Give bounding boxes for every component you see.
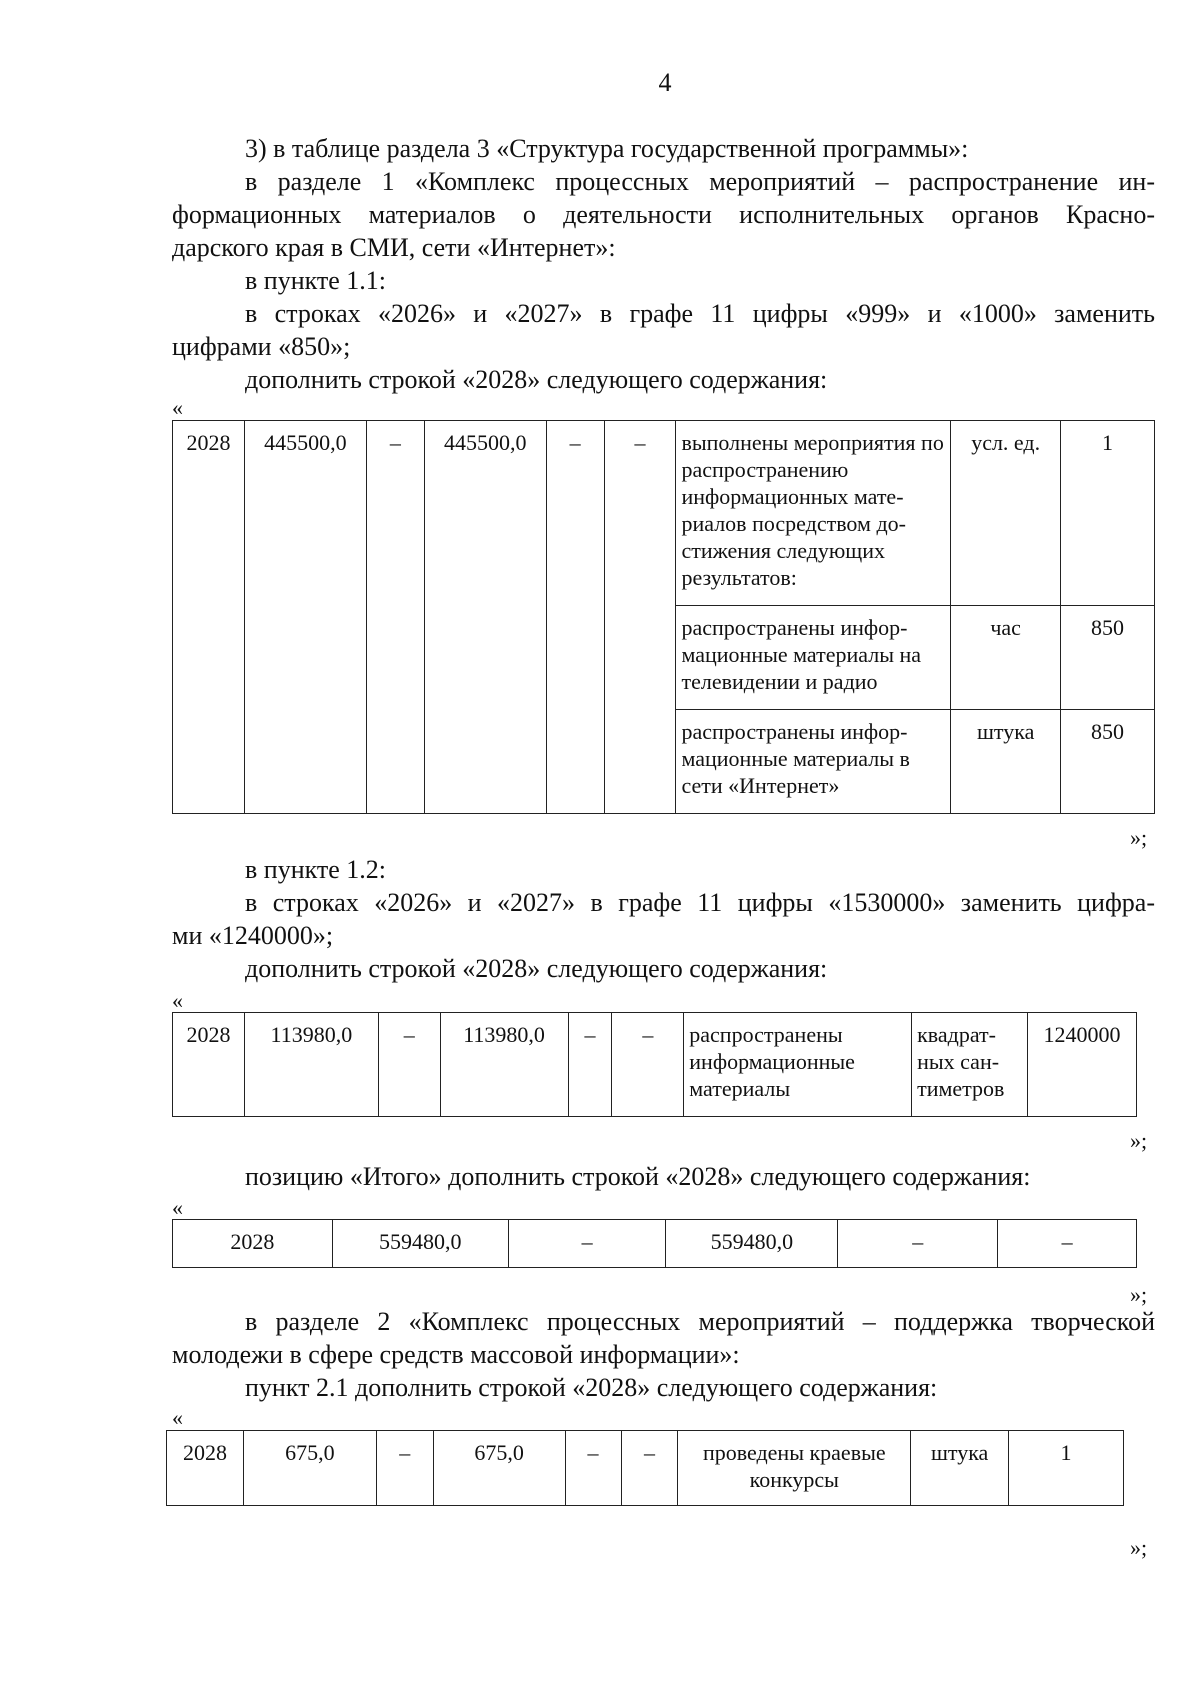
paragraph-3-intro: 3) в таблице раздела 3 «Структура государственной программы»: — [245, 134, 969, 163]
unit-cell: штука — [911, 1431, 1009, 1506]
paragraph-section1-line2: формационных материалов о деятельности исполнительных органов Красно- — [172, 200, 1155, 229]
quote-close-2: »; — [1130, 1128, 1148, 1153]
paragraph-section2-line2: молодежи в сфере средств массовой информации»: — [172, 1340, 740, 1369]
total-cell: 113980,0 — [244, 1013, 378, 1117]
total-cell: 675,0 — [243, 1431, 376, 1506]
dash-cell: – — [568, 1013, 612, 1117]
paragraph-point-2-1: пункт 2.1 дополнить строкой «2028» следующего содержания: — [245, 1373, 938, 1402]
dash-cell: – — [366, 421, 424, 814]
result-cell: проведены краевые конкурсы — [678, 1431, 911, 1506]
paragraph-replace-1-2-line1: в строках «2026» и «2027» в графе 11 цифры «1530000» заменить цифра- — [245, 888, 1155, 917]
paragraph-replace-1-1-line1: в строках «2026» и «2027» в графе 11 цифры «999» и «1000» заменить — [245, 299, 1155, 328]
amount-cell: 113980,0 — [440, 1013, 568, 1117]
dash-cell: – — [998, 1220, 1137, 1268]
paragraph-section2-line1: в разделе 2 «Комплекс процессных мероприятий – поддержка творческой — [245, 1307, 1155, 1336]
amount-cell: 675,0 — [433, 1431, 565, 1506]
dash-cell: – — [378, 1013, 440, 1117]
amount-cell: 445500,0 — [424, 421, 546, 814]
paragraph-replace-1-1-line2: цифрами «850»; — [172, 332, 351, 361]
quote-open-2: « — [172, 988, 183, 1013]
quote-close-3: »; — [1130, 1282, 1148, 1307]
quote-close-1: »; — [1130, 825, 1148, 850]
value-cell: 1 — [1009, 1431, 1124, 1506]
paragraph-add-row-2: дополнить строкой «2028» следующего содержания: — [245, 954, 828, 983]
value-cell: 850 — [1061, 606, 1155, 710]
unit-cell: квадрат-ных сан-тиметров — [912, 1013, 1028, 1117]
table-row — [167, 1431, 1124, 1506]
quote-close-4: »; — [1130, 1535, 1148, 1560]
dash-cell: – — [621, 1431, 678, 1506]
paragraph-add-row-1: дополнить строкой «2028» следующего содержания: — [245, 365, 828, 394]
table-row — [173, 1220, 1137, 1268]
total-cell: 445500,0 — [244, 421, 366, 814]
paragraph-total-add-row: позицию «Итого» дополнить строкой «2028» следующего содержания: — [245, 1162, 1031, 1191]
table-point-2-1 — [166, 1430, 1124, 1506]
page-number: 4 — [658, 68, 672, 97]
dash-cell: – — [604, 421, 676, 814]
total-cell: 559480,0 — [332, 1220, 508, 1268]
unit-cell: штука — [951, 710, 1061, 814]
dash-cell: – — [508, 1220, 666, 1268]
year-cell: 2028 — [173, 421, 245, 814]
value-cell: 1240000 — [1028, 1013, 1137, 1117]
dash-cell: – — [376, 1431, 433, 1506]
year-cell: 2028 — [173, 1220, 333, 1268]
year-cell: 2028 — [167, 1431, 244, 1506]
table-point-1-2 — [172, 1012, 1137, 1117]
value-cell: 1 — [1061, 421, 1155, 606]
result-cell: распространены инфор-мационные материалы на телевидении и радио — [676, 606, 951, 710]
paragraph-point-1-1: в пункте 1.1: — [245, 266, 387, 295]
result-cell: выполнены мероприятия по распространению информационных мате-риалов посредством до-стижения следующих результатов: — [676, 421, 951, 606]
dash-cell: – — [565, 1431, 621, 1506]
result-cell: распространены информационные материалы — [684, 1013, 912, 1117]
paragraph-replace-1-2-line2: ми «1240000»; — [172, 921, 334, 950]
quote-open-3: « — [172, 1195, 183, 1220]
value-cell: 850 — [1061, 710, 1155, 814]
dash-cell: – — [612, 1013, 684, 1117]
table-row — [173, 1013, 1137, 1117]
quote-open-4: « — [172, 1405, 183, 1430]
paragraph-point-1-2: в пункте 1.2: — [245, 855, 387, 884]
amount-cell: 559480,0 — [666, 1220, 838, 1268]
dash-cell: – — [838, 1220, 998, 1268]
table-point-1-1 — [172, 420, 1155, 814]
table-row — [173, 421, 1155, 606]
unit-cell: усл. ед. — [951, 421, 1061, 606]
year-cell: 2028 — [173, 1013, 245, 1117]
paragraph-section1-line3: дарского края в СМИ, сети «Интернет»: — [172, 233, 616, 262]
dash-cell: – — [546, 421, 604, 814]
table-total — [172, 1219, 1137, 1268]
paragraph-section1-line1: в разделе 1 «Комплекс процессных мероприятий – распространение ин- — [245, 167, 1155, 196]
result-cell: распространены инфор-мационные материалы в сети «Интернет» — [676, 710, 951, 814]
quote-open-1: « — [172, 395, 183, 420]
unit-cell: час — [951, 606, 1061, 710]
